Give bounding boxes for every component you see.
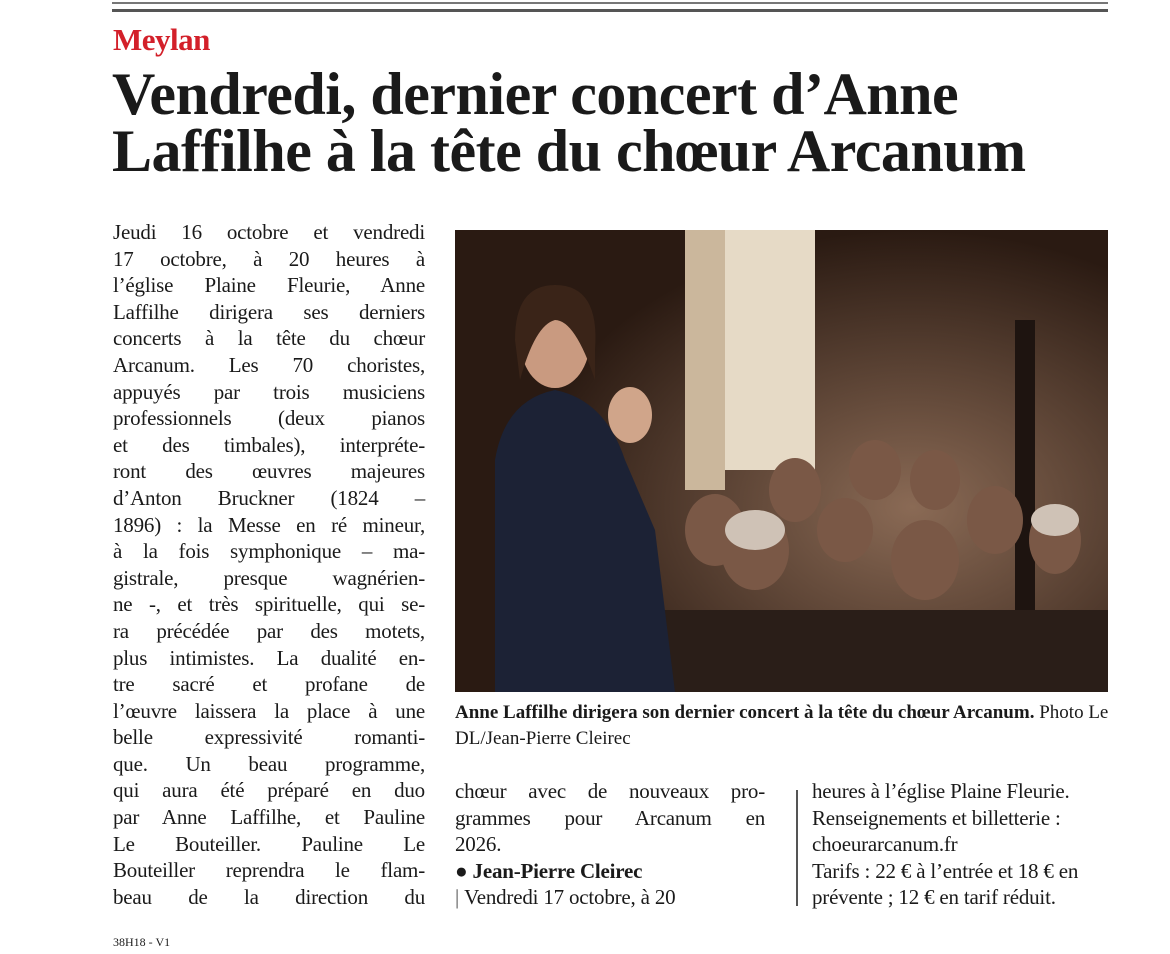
photo-credit: Photo Le DL/Jean-Pierre Cleirec — [455, 702, 1109, 749]
body-line: professionnels (deux pianos — [113, 406, 425, 431]
body-line: par Anne Laffilhe, et Pauline — [113, 805, 425, 830]
section-kicker: Meylan — [113, 22, 210, 57]
body-line: et des timbales), interpréte- — [113, 432, 425, 457]
body-line: l’œuvre laissera la place à une — [113, 698, 425, 723]
body-line: beau de la direction du — [113, 884, 425, 909]
info-column — [812, 778, 1108, 911]
info-text: Vendredi 17 octobre, à 20 — [464, 885, 676, 910]
body-line: ront des œuvres majeures — [113, 459, 425, 484]
body-line: 2026. — [455, 832, 502, 857]
info-line: Renseignements et billetterie : — [812, 805, 1061, 830]
body-line: Le Bouteiller. Pauline Le — [113, 831, 425, 856]
byline-name: Jean-Pierre Cleirec — [472, 858, 643, 883]
body-line: Arcanum. Les 70 choristes, — [113, 352, 425, 377]
body-line: ne -, et très spirituelle, qui se- — [113, 592, 425, 617]
body-line: belle expressivité romanti- — [113, 725, 425, 750]
body-line: d’Anton Bruckner (1824 – — [113, 485, 425, 510]
info-line: heures à l’église Plaine Fleurie. — [812, 779, 1070, 803]
info-line: prévente ; 12 € en tarif réduit. — [812, 885, 1056, 910]
conductor-photo — [455, 230, 1108, 692]
body-line: 17 octobre, à 20 heures à — [113, 246, 425, 271]
top-rule — [112, 2, 1108, 4]
page-code: 38H18 - V1 — [113, 935, 171, 949]
info-line — [455, 884, 765, 911]
body-line: Bouteiller reprendra le flam- — [113, 858, 425, 883]
headline-line: Vendredi, dernier concert d’Anne — [112, 61, 959, 127]
body-line: qui aura été préparé en duo — [113, 778, 425, 803]
body-line: plus intimistes. La dualité en- — [113, 645, 425, 670]
body-line: Jeudi 16 octobre et vendredi — [113, 220, 425, 244]
body-line: 1896) : la Messe en ré mineur, — [113, 512, 425, 537]
body-line: grammes pour Arcanum en — [455, 805, 765, 830]
bullet-icon: ● — [455, 858, 468, 883]
column-divider — [796, 790, 798, 906]
photo-caption — [455, 700, 1115, 752]
info-line: choeurarcanum.fr — [812, 832, 958, 857]
body-line: que. Un beau programme, — [113, 751, 425, 776]
info-line: Tarifs : 22 € à l’entrée et 18 € en — [812, 858, 1079, 883]
byline — [455, 858, 765, 885]
body-line: Laffilhe dirigera ses derniers — [113, 299, 425, 324]
article-photo — [455, 230, 1108, 692]
body-line: à la fois symphonique – ma- — [113, 539, 425, 564]
body-line: concerts à la tête du chœur — [113, 326, 425, 351]
article-body-column-1 — [113, 219, 425, 910]
body-line: chœur avec de nouveaux pro- — [455, 779, 765, 803]
headline-line: Laffilhe à la tête du chœur Arcanum — [112, 118, 1026, 184]
top-rule-2 — [112, 9, 1108, 12]
body-line: appuyés par trois musiciens — [113, 379, 425, 404]
info-marker-icon: | — [455, 885, 460, 910]
body-line: ra précédée par des motets, — [113, 618, 425, 643]
body-line: gistrale, presque wagnérien- — [113, 565, 425, 590]
body-line: l’église Plaine Fleurie, Anne — [113, 273, 425, 298]
article-body-column-2 — [455, 778, 765, 911]
body-line: tre sacré et profane de — [113, 672, 425, 697]
caption-text: Anne Laffilhe dirigera son dernier concert à la tête du chœur Arcanum. — [455, 702, 1035, 723]
headline — [112, 61, 1122, 184]
